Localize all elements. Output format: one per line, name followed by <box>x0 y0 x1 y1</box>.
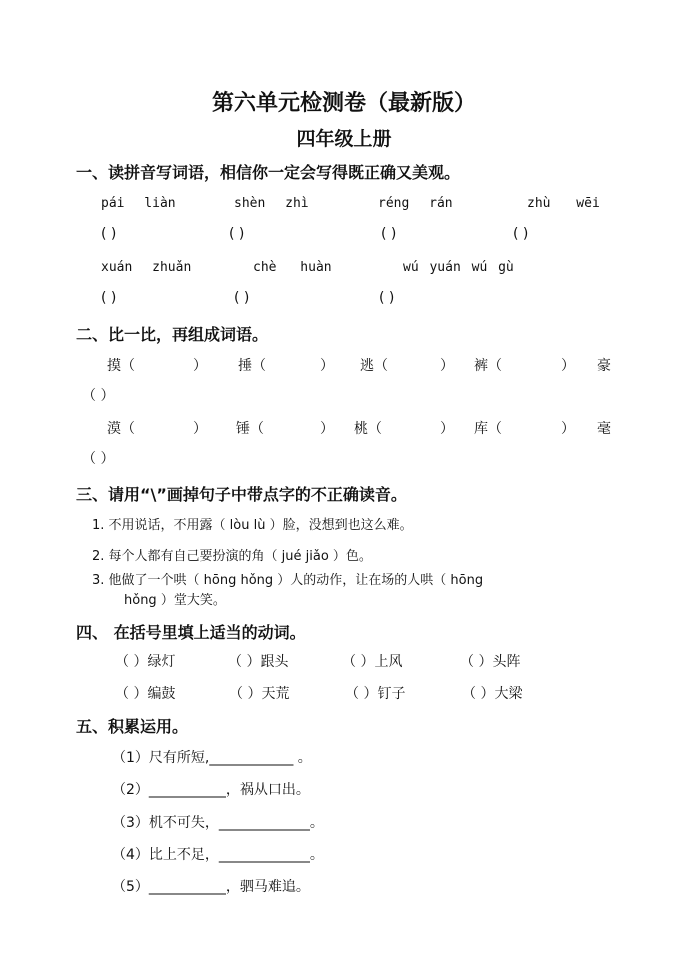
verb-blank[interactable]: （ ）编鼓 <box>115 686 176 702</box>
char-compare: 毫 <box>597 421 611 437</box>
answer-blank[interactable]: ( ) <box>234 290 250 306</box>
pinyin-item: xuán zhuǎn <box>101 260 192 275</box>
sentence-item: 2. 每个人都有自己要扮演的角（ jué jiǎo ）色。 <box>92 549 372 564</box>
close-paren: ） <box>440 421 454 437</box>
char-compare: 逃（ <box>360 358 388 374</box>
pinyin-item: wú yuán wú gù <box>403 260 514 275</box>
verb-blank[interactable]: （ ）跟头 <box>228 654 289 670</box>
close-paren: ） <box>561 358 575 374</box>
pinyin-item: réng rán <box>378 196 453 211</box>
answer-blank[interactable]: ( ) <box>379 290 395 306</box>
section-3-heading: 三、请用“\”画掉句子中带点字的不正确读音。 <box>76 485 407 504</box>
fill-item[interactable]: （5）___________，驷马难追。 <box>112 879 310 895</box>
pinyin-item: zhù wēi <box>527 196 600 211</box>
answer-blank[interactable]: ( ) <box>229 226 245 242</box>
verb-blank[interactable]: （ ）上风 <box>342 654 403 670</box>
fill-item[interactable]: （1）尺有所短,____________ 。 <box>112 750 312 766</box>
verb-blank[interactable]: （ ）头阵 <box>460 654 521 670</box>
sentence-item: 1. 不用说话，不用露（ lòu lù ）脸，没想到也这么难。 <box>92 518 413 533</box>
verb-blank[interactable]: （ ）绿灯 <box>115 654 176 670</box>
answer-blank[interactable]: ( ) <box>513 226 529 242</box>
char-compare: 捶（ <box>238 358 266 374</box>
verb-blank[interactable]: （ ）钉子 <box>345 686 406 702</box>
fill-item[interactable]: （4）比上不足，_____________。 <box>112 847 324 863</box>
verb-blank[interactable]: （ ）大梁 <box>462 686 523 702</box>
answer-blank[interactable]: ( ) <box>381 226 397 242</box>
pinyin-item: chè huàn <box>253 260 332 275</box>
char-compare: 裤（ <box>474 358 502 374</box>
char-compare: 漠（ <box>107 421 135 437</box>
char-compare: 桃（ <box>354 421 382 437</box>
answer-blank[interactable]: （ ） <box>82 451 115 467</box>
char-compare: 摸（ <box>107 358 135 374</box>
section-4-heading: 四、 在括号里填上适当的动词。 <box>76 623 306 642</box>
section-5-heading: 五、积累运用。 <box>76 717 189 736</box>
close-paren: ） <box>193 358 207 374</box>
close-paren: ） <box>320 421 334 437</box>
section-2-heading: 二、比一比，再组成词语。 <box>76 325 269 344</box>
sentence-item: hǒng ）堂大笑。 <box>124 593 226 608</box>
char-compare: 库（ <box>474 421 502 437</box>
sentence-item: 3. 他做了一个哄（ hōng hǒng ）人的动作，让在场的人哄（ hōng <box>92 573 484 588</box>
answer-blank[interactable]: ( ) <box>101 290 117 306</box>
fill-item[interactable]: （3）机不可失，_____________。 <box>112 815 324 831</box>
close-paren: ） <box>561 421 575 437</box>
close-paren: ） <box>320 358 334 374</box>
char-compare: 豪 <box>597 358 611 374</box>
fill-item[interactable]: （2）___________，祸从口出。 <box>112 782 310 798</box>
char-compare: 锤（ <box>236 421 264 437</box>
answer-blank[interactable]: （ ） <box>82 388 115 404</box>
answer-blank[interactable]: ( ) <box>101 226 117 242</box>
page-title: 第六单元检测卷（最新版） <box>211 91 476 116</box>
verb-blank[interactable]: （ ）天荒 <box>229 686 290 702</box>
section-1-heading: 一、读拼音写词语，相信你一定会写得既正确又美观。 <box>76 163 461 182</box>
pinyin-item: pái liàn <box>101 196 176 211</box>
close-paren: ） <box>440 358 454 374</box>
page-subtitle: 四年级上册 <box>296 128 392 150</box>
close-paren: ） <box>193 421 207 437</box>
pinyin-item: shèn zhì <box>234 196 309 211</box>
